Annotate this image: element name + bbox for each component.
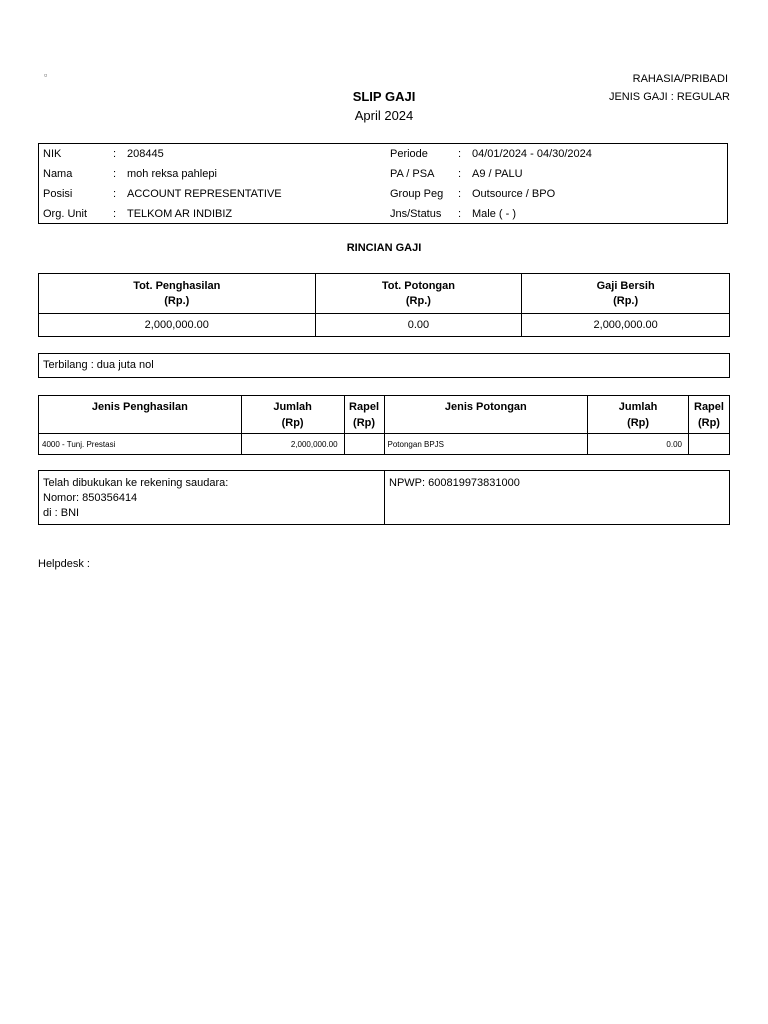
jenis-potongan-header: Jenis Potongan: [384, 396, 588, 434]
colon: :: [458, 188, 462, 200]
colon: :: [113, 188, 117, 200]
penghasilan-rapel: [344, 434, 384, 455]
salary-summary-table: [38, 273, 730, 337]
bank-info-box: [38, 470, 730, 525]
header-label: Jumlah: [618, 401, 658, 413]
posisi-value: ACCOUNT REPRESENTATIVE: [127, 188, 282, 200]
pa-psa-value: A9 / PALU: [472, 168, 523, 180]
terbilang-box: Terbilang : dua juta nol: [38, 353, 730, 378]
salary-detail-table: [38, 395, 730, 455]
header-label: Tot. Penghasilan: [133, 279, 221, 292]
periode-label: Periode: [390, 148, 428, 160]
tot-penghasilan-header: [39, 274, 316, 314]
document-title: SLIP GAJI: [352, 89, 416, 104]
gaji-bersih-header: [522, 274, 730, 314]
colon: :: [113, 168, 117, 180]
penghasilan-name: 4000 - Tunj. Prestasi: [39, 434, 242, 455]
header-unit: (Rp.): [164, 294, 190, 307]
jumlah-potongan-header: [588, 396, 689, 434]
potongan-amount: 0.00: [588, 434, 689, 455]
nik-value: 208445: [127, 148, 164, 160]
employee-info-box: [38, 143, 728, 224]
summary-value-row: [39, 314, 730, 337]
bank-name: di : BNI: [43, 507, 80, 519]
npwp-value: NPWP: 600819973831000: [389, 477, 520, 489]
rincian-gaji-title: RINCIAN GAJI: [346, 242, 422, 254]
npwp-section: [385, 471, 729, 524]
header-unit: (Rp): [281, 417, 304, 429]
jns-status-value: Male ( - ): [472, 208, 516, 220]
header-unit: (Rp): [353, 417, 376, 429]
potongan-rapel: [688, 434, 729, 455]
periode-value: 04/01/2024 - 04/30/2024: [472, 148, 592, 160]
colon: :: [458, 168, 462, 180]
tot-penghasilan-value: 2,000,000.00: [39, 314, 316, 337]
jumlah-penghasilan-header: [241, 396, 344, 434]
header-label: Rapel: [694, 401, 724, 413]
header-label: Rapel: [349, 401, 380, 413]
org-unit-label: Org. Unit: [43, 208, 88, 220]
helpdesk-label: Helpdesk :: [38, 558, 90, 570]
rapel-penghasilan-header: [344, 396, 384, 434]
gaji-bersih-value: 2,000,000.00: [522, 314, 730, 337]
header-unit: (Rp.): [613, 294, 639, 307]
nama-label: Nama: [43, 168, 73, 180]
header-unit: (Rp.): [405, 294, 431, 307]
colon: :: [458, 208, 462, 220]
bank-account-number: Nomor: 850356414: [43, 492, 138, 504]
info-row: [39, 184, 727, 204]
salary-type-label: JENIS GAJI : REGULAR: [608, 91, 730, 103]
rapel-potongan-header: [688, 396, 729, 434]
bank-account-section: [39, 471, 385, 524]
group-peg-label: Group Peg: [390, 188, 444, 200]
group-peg-value: Outsource / BPO: [472, 188, 556, 200]
posisi-label: Posisi: [43, 188, 73, 200]
summary-header-row: [39, 274, 730, 314]
confidential-label: RAHASIA/PRIBADI: [632, 73, 728, 85]
corner-mark: ▫: [44, 70, 48, 80]
pa-psa-label: PA / PSA: [390, 168, 435, 180]
potongan-name: Potongan BPJS: [384, 434, 588, 455]
table-row: [39, 434, 730, 455]
colon: :: [458, 148, 462, 160]
header-label: Jumlah: [273, 401, 312, 413]
nama-value: moh reksa pahlepi: [127, 168, 217, 180]
bank-account-intro: Telah dibukukan ke rekening saudara:: [43, 477, 229, 489]
header-unit: (Rp): [627, 417, 650, 429]
org-unit-value: TELKOM AR INDIBIZ: [127, 208, 233, 220]
penghasilan-amount: 2,000,000.00: [241, 434, 344, 455]
header-label: Gaji Bersih: [596, 279, 655, 292]
tot-potongan-value: 0.00: [315, 314, 522, 337]
jns-status-label: Jns/Status: [390, 208, 442, 220]
jenis-penghasilan-header: Jenis Penghasilan: [39, 396, 242, 434]
detail-header-row: [39, 396, 730, 434]
info-row: [39, 144, 727, 164]
colon: :: [113, 148, 117, 160]
colon: :: [113, 208, 117, 220]
info-row: [39, 204, 727, 224]
tot-potongan-header: [315, 274, 522, 314]
header-label: Tot. Potongan: [381, 279, 455, 292]
nik-label: NIK: [43, 148, 62, 160]
info-row: [39, 164, 727, 184]
header-unit: (Rp): [697, 417, 720, 429]
document-period: April 2024: [354, 108, 414, 123]
